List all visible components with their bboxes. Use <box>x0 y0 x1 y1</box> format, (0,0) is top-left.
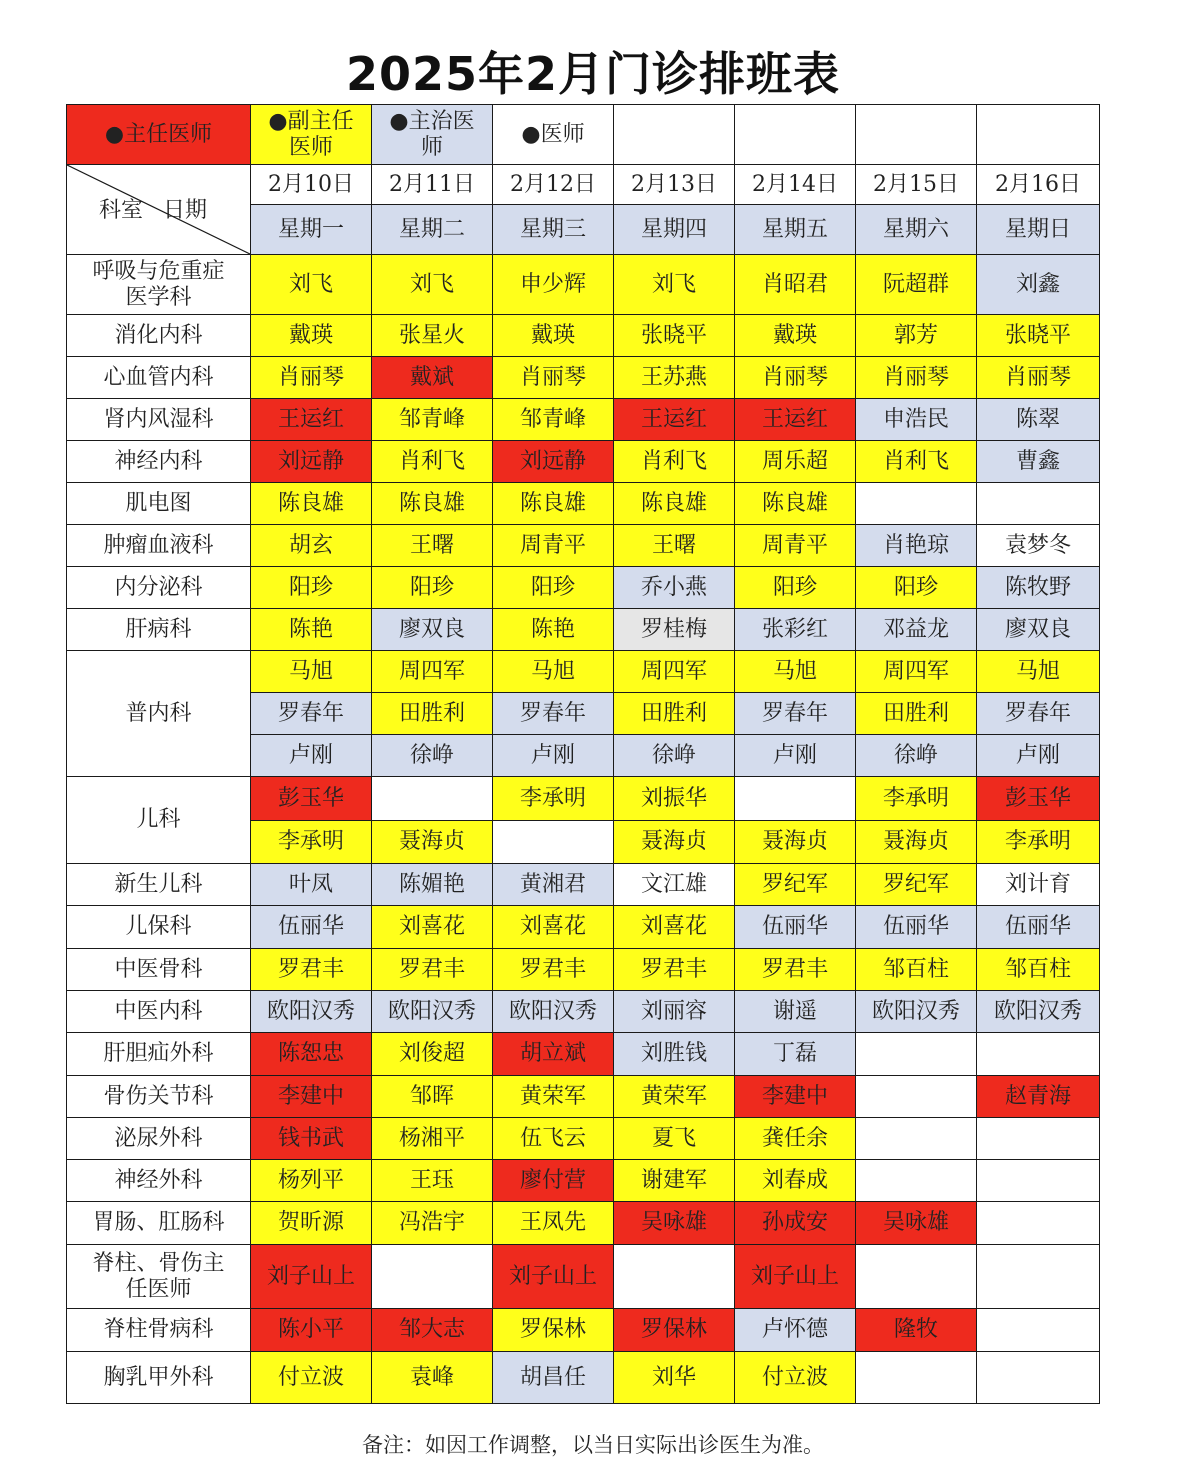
doctor-cell: 刘远静 <box>251 441 372 483</box>
doctor-cell: 申少辉 <box>493 255 614 315</box>
table-row <box>67 1352 1100 1404</box>
table-row <box>67 441 1100 483</box>
schedule-table <box>66 104 1100 1404</box>
doctor-cell: 马旭 <box>977 651 1100 693</box>
doctor-cell: 冯浩宇 <box>372 1202 493 1245</box>
doctor-cell: 罗桂梅 <box>614 609 735 651</box>
doctor-cell: 王曙 <box>372 525 493 567</box>
doctor-cell <box>856 1076 977 1118</box>
corner-label <box>99 198 207 224</box>
weekday-header: 星期五 <box>735 205 856 255</box>
doctor-cell: 刘喜花 <box>372 906 493 949</box>
doctor-cell: 周四军 <box>614 651 735 693</box>
doctor-cell: 刘喜花 <box>614 906 735 949</box>
doctor-cell: 文江雄 <box>614 864 735 906</box>
department-name: 神经外科 <box>67 1160 251 1202</box>
doctor-cell: 邓益龙 <box>856 609 977 651</box>
doctor-cell: 刘子山上 <box>251 1245 372 1309</box>
legend-empty-cell <box>856 105 977 165</box>
doctor-cell: 谢建军 <box>614 1160 735 1202</box>
weekday-header: 星期三 <box>493 205 614 255</box>
weekday-header: 星期一 <box>251 205 372 255</box>
doctor-cell: 黄湘君 <box>493 864 614 906</box>
legend-item: ●医师 <box>493 105 614 165</box>
doctor-cell: 邹百柱 <box>977 949 1100 991</box>
doctor-cell: 彭玉华 <box>251 777 372 821</box>
doctor-cell: 张星火 <box>372 315 493 357</box>
table-row <box>67 483 1100 525</box>
doctor-cell <box>372 777 493 821</box>
doctor-cell: 卢刚 <box>251 735 372 777</box>
doctor-cell: 田胜利 <box>856 693 977 735</box>
doctor-cell: 邹百柱 <box>856 949 977 991</box>
doctor-cell <box>977 1033 1100 1076</box>
department-name: 内分泌科 <box>67 567 251 609</box>
doctor-cell: 罗春年 <box>493 693 614 735</box>
doctor-cell: 刘喜花 <box>493 906 614 949</box>
doctor-cell: 袁梦冬 <box>977 525 1100 567</box>
table-row <box>67 949 1100 991</box>
doctor-cell: 罗春年 <box>977 693 1100 735</box>
doctor-cell: 夏飞 <box>614 1118 735 1160</box>
date-header: 2月11日 <box>372 165 493 205</box>
doctor-cell: 阳珍 <box>493 567 614 609</box>
doctor-cell <box>856 1160 977 1202</box>
legend-item: ●主治医师 <box>372 105 493 165</box>
table-row <box>67 1033 1100 1076</box>
table-row <box>67 255 1100 315</box>
doctor-cell: 阮超群 <box>856 255 977 315</box>
footnote: 备注：如因工作调整，以当日实际出诊医生为准。 <box>362 1433 824 1457</box>
doctor-cell: 刘子山上 <box>735 1245 856 1309</box>
doctor-cell: 陈良雄 <box>372 483 493 525</box>
doctor-cell: 黄荣军 <box>614 1076 735 1118</box>
doctor-cell: 王珏 <box>372 1160 493 1202</box>
doctor-cell: 欧阳汉秀 <box>493 991 614 1033</box>
legend-empty-cell <box>614 105 735 165</box>
doctor-cell: 徐峥 <box>856 735 977 777</box>
doctor-cell: 肖利飞 <box>372 441 493 483</box>
doctor-cell: 郭芳 <box>856 315 977 357</box>
doctor-cell <box>372 1245 493 1309</box>
doctor-cell: 申浩民 <box>856 399 977 441</box>
doctor-cell: 马旭 <box>735 651 856 693</box>
doctor-cell: 周乐超 <box>735 441 856 483</box>
doctor-cell: 伍飞云 <box>493 1118 614 1160</box>
doctor-cell: 罗纪军 <box>735 864 856 906</box>
doctor-cell: 聂海贞 <box>856 821 977 864</box>
department-name: 泌尿外科 <box>67 1118 251 1160</box>
table-row <box>67 1309 1100 1352</box>
doctor-cell: 陈小平 <box>251 1309 372 1352</box>
department-name: 儿保科 <box>67 906 251 949</box>
page-title: 2025年2月门诊排班表 <box>345 47 841 101</box>
doctor-cell: 陈媚艳 <box>372 864 493 906</box>
doctor-cell: 彭玉华 <box>977 777 1100 821</box>
doctor-cell <box>614 1245 735 1309</box>
doctor-cell: 罗君丰 <box>614 949 735 991</box>
doctor-cell: 乔小燕 <box>614 567 735 609</box>
doctor-cell: 刘俊超 <box>372 1033 493 1076</box>
doctor-cell: 卢刚 <box>735 735 856 777</box>
department-name: 普内科 <box>67 651 251 777</box>
doctor-cell: 贺昕源 <box>251 1202 372 1245</box>
date-header: 2月12日 <box>493 165 614 205</box>
doctor-cell: 罗春年 <box>251 693 372 735</box>
doctor-cell: 罗君丰 <box>493 949 614 991</box>
doctor-cell: 赵青海 <box>977 1076 1100 1118</box>
doctor-cell: 胡立斌 <box>493 1033 614 1076</box>
doctor-cell: 肖利飞 <box>856 441 977 483</box>
doctor-cell: 黄荣军 <box>493 1076 614 1118</box>
doctor-cell: 马旭 <box>251 651 372 693</box>
doctor-cell: 罗君丰 <box>251 949 372 991</box>
doctor-cell: 罗保林 <box>614 1309 735 1352</box>
department-name: 心血管内科 <box>67 357 251 399</box>
doctor-cell: 刘胜钱 <box>614 1033 735 1076</box>
doctor-cell <box>493 821 614 864</box>
doctor-cell: 陈良雄 <box>735 483 856 525</box>
doctor-cell: 伍丽华 <box>977 906 1100 949</box>
doctor-cell: 胡昌任 <box>493 1352 614 1404</box>
legend-item: ●副主任医师 <box>251 105 372 165</box>
doctor-cell: 田胜利 <box>372 693 493 735</box>
date-header: 2月15日 <box>856 165 977 205</box>
department-name: 中医内科 <box>67 991 251 1033</box>
doctor-cell: 罗君丰 <box>372 949 493 991</box>
department-name: 肿瘤血液科 <box>67 525 251 567</box>
doctor-cell: 刘华 <box>614 1352 735 1404</box>
doctor-cell: 卢怀德 <box>735 1309 856 1352</box>
doctor-cell: 张晓平 <box>614 315 735 357</box>
doctor-cell: 伍丽华 <box>735 906 856 949</box>
department-name: 胸乳甲外科 <box>67 1352 251 1404</box>
doctor-cell <box>856 483 977 525</box>
table-row <box>67 651 1100 693</box>
table-row <box>67 864 1100 906</box>
doctor-cell: 欧阳汉秀 <box>251 991 372 1033</box>
doctor-cell: 刘飞 <box>251 255 372 315</box>
doctor-cell: 肖丽琴 <box>493 357 614 399</box>
doctor-cell: 丁磊 <box>735 1033 856 1076</box>
table-row <box>67 777 1100 821</box>
department-name: 中医骨科 <box>67 949 251 991</box>
doctor-cell: 阳珍 <box>856 567 977 609</box>
doctor-cell: 欧阳汉秀 <box>372 991 493 1033</box>
doctor-cell: 肖丽琴 <box>856 357 977 399</box>
weekday-header: 星期二 <box>372 205 493 255</box>
doctor-cell: 周青平 <box>735 525 856 567</box>
doctor-cell: 吴咏雄 <box>856 1202 977 1245</box>
doctor-cell: 李承明 <box>251 821 372 864</box>
doctor-cell: 刘计育 <box>977 864 1100 906</box>
doctor-cell: 刘飞 <box>372 255 493 315</box>
doctor-cell <box>856 1352 977 1404</box>
department-name: 脊柱骨病科 <box>67 1309 251 1352</box>
department-name: 肝病科 <box>67 609 251 651</box>
corner-date-label: 日期 <box>163 198 208 223</box>
doctor-cell: 阳珍 <box>735 567 856 609</box>
table-row <box>67 1202 1100 1245</box>
table-row <box>67 1076 1100 1118</box>
doctor-cell: 陈艳 <box>493 609 614 651</box>
legend-empty-cell <box>735 105 856 165</box>
doctor-cell: 李建中 <box>251 1076 372 1118</box>
doctor-cell: 陈翠 <box>977 399 1100 441</box>
doctor-cell: 谢遥 <box>735 991 856 1033</box>
doctor-cell: 周四军 <box>856 651 977 693</box>
doctor-cell: 王曙 <box>614 525 735 567</box>
doctor-cell <box>977 483 1100 525</box>
doctor-cell <box>977 1352 1100 1404</box>
doctor-cell: 罗纪军 <box>856 864 977 906</box>
doctor-cell: 刘远静 <box>493 441 614 483</box>
doctor-cell: 罗保林 <box>493 1309 614 1352</box>
doctor-cell <box>856 1033 977 1076</box>
weekday-header: 星期六 <box>856 205 977 255</box>
doctor-cell: 付立波 <box>735 1352 856 1404</box>
doctor-cell: 肖丽琴 <box>251 357 372 399</box>
doctor-cell: 肖艳琼 <box>856 525 977 567</box>
doctor-cell: 陈艳 <box>251 609 372 651</box>
department-name: 神经内科 <box>67 441 251 483</box>
department-name: 脊柱、骨伤主任医师 <box>67 1245 251 1309</box>
doctor-cell: 李承明 <box>977 821 1100 864</box>
weekday-header: 星期日 <box>977 205 1100 255</box>
doctor-cell <box>977 1160 1100 1202</box>
doctor-cell: 刘飞 <box>614 255 735 315</box>
doctor-cell <box>977 1202 1100 1245</box>
doctor-cell: 王运红 <box>735 399 856 441</box>
table-row <box>67 991 1100 1033</box>
doctor-cell: 张彩红 <box>735 609 856 651</box>
doctor-cell: 卢刚 <box>493 735 614 777</box>
doctor-cell: 刘子山上 <box>493 1245 614 1309</box>
table-row <box>67 1118 1100 1160</box>
doctor-cell: 廖双良 <box>977 609 1100 651</box>
table-row <box>67 399 1100 441</box>
doctor-cell: 龚任余 <box>735 1118 856 1160</box>
doctor-cell <box>977 1245 1100 1309</box>
table-row <box>67 567 1100 609</box>
doctor-cell: 孙成安 <box>735 1202 856 1245</box>
doctor-cell: 杨列平 <box>251 1160 372 1202</box>
department-name: 呼吸与危重症医学科 <box>67 255 251 315</box>
department-name: 肝胆疝外科 <box>67 1033 251 1076</box>
doctor-cell: 阳珍 <box>251 567 372 609</box>
doctor-cell: 周四军 <box>372 651 493 693</box>
doctor-cell: 肖利飞 <box>614 441 735 483</box>
doctor-cell: 邹青峰 <box>372 399 493 441</box>
doctor-cell: 李承明 <box>493 777 614 821</box>
doctor-cell: 袁峰 <box>372 1352 493 1404</box>
doctor-cell <box>735 777 856 821</box>
doctor-cell: 徐峥 <box>614 735 735 777</box>
doctor-cell: 肖丽琴 <box>735 357 856 399</box>
legend-row <box>67 105 1100 165</box>
doctor-cell: 戴瑛 <box>493 315 614 357</box>
doctor-cell: 钱书武 <box>251 1118 372 1160</box>
department-name: 儿科 <box>67 777 251 864</box>
doctor-cell: 马旭 <box>493 651 614 693</box>
table-row <box>67 1245 1100 1309</box>
doctor-cell: 聂海贞 <box>614 821 735 864</box>
doctor-cell: 曹鑫 <box>977 441 1100 483</box>
legend-item: ●主任医师 <box>67 105 251 165</box>
department-name: 骨伤关节科 <box>67 1076 251 1118</box>
doctor-cell: 阳珍 <box>372 567 493 609</box>
date-header: 2月13日 <box>614 165 735 205</box>
doctor-cell: 刘振华 <box>614 777 735 821</box>
table-row <box>67 906 1100 949</box>
doctor-cell: 邹大志 <box>372 1309 493 1352</box>
doctor-cell: 肖昭君 <box>735 255 856 315</box>
doctor-cell: 吴咏雄 <box>614 1202 735 1245</box>
corner-dept-label: 科室 <box>99 198 144 223</box>
doctor-cell: 罗春年 <box>735 693 856 735</box>
doctor-cell: 陈良雄 <box>493 483 614 525</box>
doctor-cell: 伍丽华 <box>251 906 372 949</box>
doctor-cell: 肖丽琴 <box>977 357 1100 399</box>
table-row <box>67 357 1100 399</box>
doctor-cell: 叶凤 <box>251 864 372 906</box>
doctor-cell: 付立波 <box>251 1352 372 1404</box>
doctor-cell: 聂海贞 <box>372 821 493 864</box>
doctor-cell: 欧阳汉秀 <box>977 991 1100 1033</box>
doctor-cell: 陈良雄 <box>614 483 735 525</box>
doctor-cell: 戴瑛 <box>251 315 372 357</box>
doctor-cell: 刘鑫 <box>977 255 1100 315</box>
doctor-cell: 邹晖 <box>372 1076 493 1118</box>
date-header: 2月10日 <box>251 165 372 205</box>
doctor-cell: 隆牧 <box>856 1309 977 1352</box>
doctor-cell: 邹青峰 <box>493 399 614 441</box>
doctor-cell: 廖双良 <box>372 609 493 651</box>
table-row <box>67 315 1100 357</box>
date-header: 2月16日 <box>977 165 1100 205</box>
doctor-cell: 张晓平 <box>977 315 1100 357</box>
date-header: 2月14日 <box>735 165 856 205</box>
doctor-cell: 卢刚 <box>977 735 1100 777</box>
department-name: 消化内科 <box>67 315 251 357</box>
table-row <box>67 1160 1100 1202</box>
doctor-cell: 刘丽容 <box>614 991 735 1033</box>
doctor-cell: 陈良雄 <box>251 483 372 525</box>
date-row <box>67 165 1100 205</box>
doctor-cell: 欧阳汉秀 <box>856 991 977 1033</box>
table-row <box>67 525 1100 567</box>
doctor-cell: 陈恕忠 <box>251 1033 372 1076</box>
department-name: 新生儿科 <box>67 864 251 906</box>
doctor-cell: 戴斌 <box>372 357 493 399</box>
doctor-cell: 王运红 <box>251 399 372 441</box>
doctor-cell <box>856 1118 977 1160</box>
doctor-cell: 廖付营 <box>493 1160 614 1202</box>
doctor-cell <box>977 1309 1100 1352</box>
doctor-cell: 陈牧野 <box>977 567 1100 609</box>
doctor-cell: 王运红 <box>614 399 735 441</box>
table-row <box>67 609 1100 651</box>
doctor-cell <box>856 1245 977 1309</box>
doctor-cell: 聂海贞 <box>735 821 856 864</box>
doctor-cell: 罗君丰 <box>735 949 856 991</box>
doctor-cell: 田胜利 <box>614 693 735 735</box>
corner-header <box>67 165 251 255</box>
doctor-cell: 徐峥 <box>372 735 493 777</box>
department-name: 肾内风湿科 <box>67 399 251 441</box>
doctor-cell <box>977 1118 1100 1160</box>
doctor-cell: 胡玄 <box>251 525 372 567</box>
doctor-cell: 王凤先 <box>493 1202 614 1245</box>
doctor-cell: 李建中 <box>735 1076 856 1118</box>
department-name: 肌电图 <box>67 483 251 525</box>
doctor-cell: 王苏燕 <box>614 357 735 399</box>
doctor-cell: 李承明 <box>856 777 977 821</box>
doctor-cell: 戴瑛 <box>735 315 856 357</box>
doctor-cell: 杨湘平 <box>372 1118 493 1160</box>
doctor-cell: 周青平 <box>493 525 614 567</box>
department-name: 胃肠、肛肠科 <box>67 1202 251 1245</box>
weekday-header: 星期四 <box>614 205 735 255</box>
doctor-cell: 刘春成 <box>735 1160 856 1202</box>
doctor-cell: 伍丽华 <box>856 906 977 949</box>
legend-empty-cell <box>977 105 1100 165</box>
